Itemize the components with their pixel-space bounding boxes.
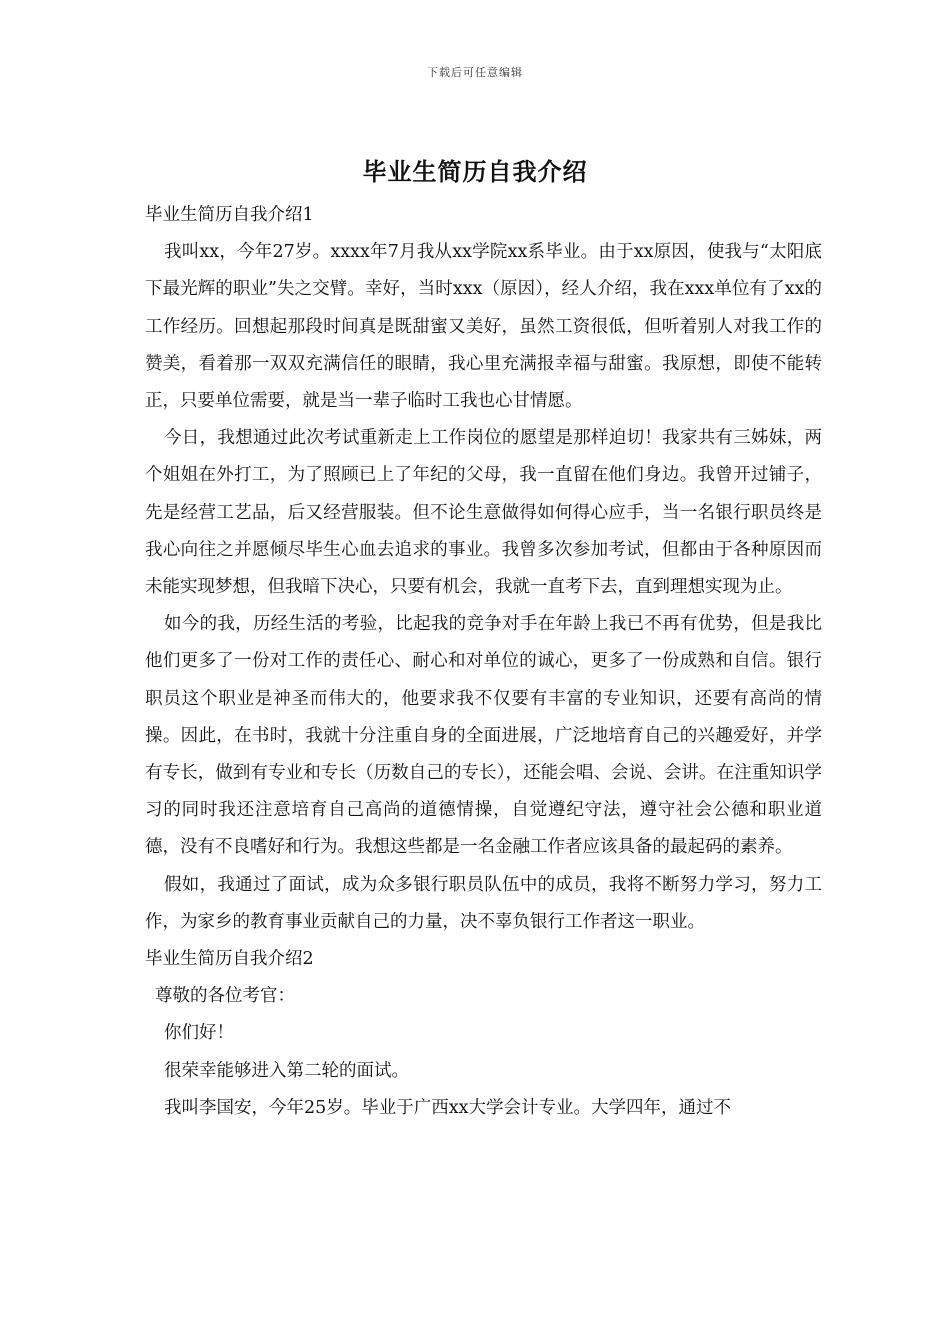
paragraph: 今日，我想通过此次考试重新走上工作岗位的愿望是那样迫切！我家共有三姊妹，两个姐姐在外打工，为了照顾已上了年纪的父母，我一直留在他们身边。我曾开过铺子，先是经营工艺品，后又经营服装。但不论生意做得如何得心应手，当一名银行职员终是我心向往之并愿倾尽毕生心血去追求的事业。我曾多次参加考试，但都由于各种原因而未能实现梦想，但我暗下决心，只要有机会，我就一直考下去，直到理想实现为止。 [145,428,822,598]
paragraph: 我叫xx，今年27岁。xxxx年7月我从xx学院xx系毕业。由于xx原因，使我与“太阳底下最光辉的职业”失之交臂。幸好，当时xxx（原因），经人介绍，我在xxx单位有了xx的工作经历。回想起那段时间真是既甜蜜又美好，虽然工资很低，但听着别人对我工作的赞美，看着那一双双充满信任的眼睛，我心里充满报幸福与甜蜜。我原想，即使不能转正，只要单位需要，就是当一辈子临时工我也心甘情愿。 [145,242,822,412]
section-heading-1: 毕业生简历自我介绍1 [145,205,314,225]
salutation: 尊敬的各位考官： [155,986,295,1007]
section-heading-2: 毕业生简历自我介绍2 [145,949,314,970]
document-body [145,197,822,1127]
paragraph: 假如，我通过了面试，成为众多银行职员队伍中的成员，我将不断努力学习，努力工作，为家乡的教育事业贡献自己的力量，决不辜负银行工作者这一职业。 [145,874,822,932]
paragraph: 你们好！ [164,1023,234,1044]
paragraph: 如今的我，历经生活的考验，比起我的竞争对手在年龄上我已不再有优势，但是我比他们更多了一份对工作的责任心、耐心和对单位的诚心，更多了一份成熟和自信。银行职员这个职业是神圣而伟大的，他要求我不仅要有丰富的专业知识，还要有高尚的情操。因此，在书时，我就十分注重自身的全面进展，广泛地培育自己的兴趣爱好，并学有专长，做到有专业和专长（历数自己的专长），还能会唱、会说、会讲。在注重知识学习的同时我还注意培育自己高尚的道德情操，自觉遵纪守法，遵守社会公德和职业道德，没有不良嗜好和行为。我想这些都是一名金融工作者应该具备的最起码的素养。 [145,614,822,858]
paragraph: 很荣幸能够进入第二轮的面试。 [164,1060,409,1081]
header-note: 下载后可任意编辑 [427,66,523,79]
paragraph: 我叫李国安，今年25岁。毕业于广西xx大学会计专业。大学四年，通过不 [164,1097,732,1118]
document-title: 毕业生简历自我介绍 [362,157,588,186]
